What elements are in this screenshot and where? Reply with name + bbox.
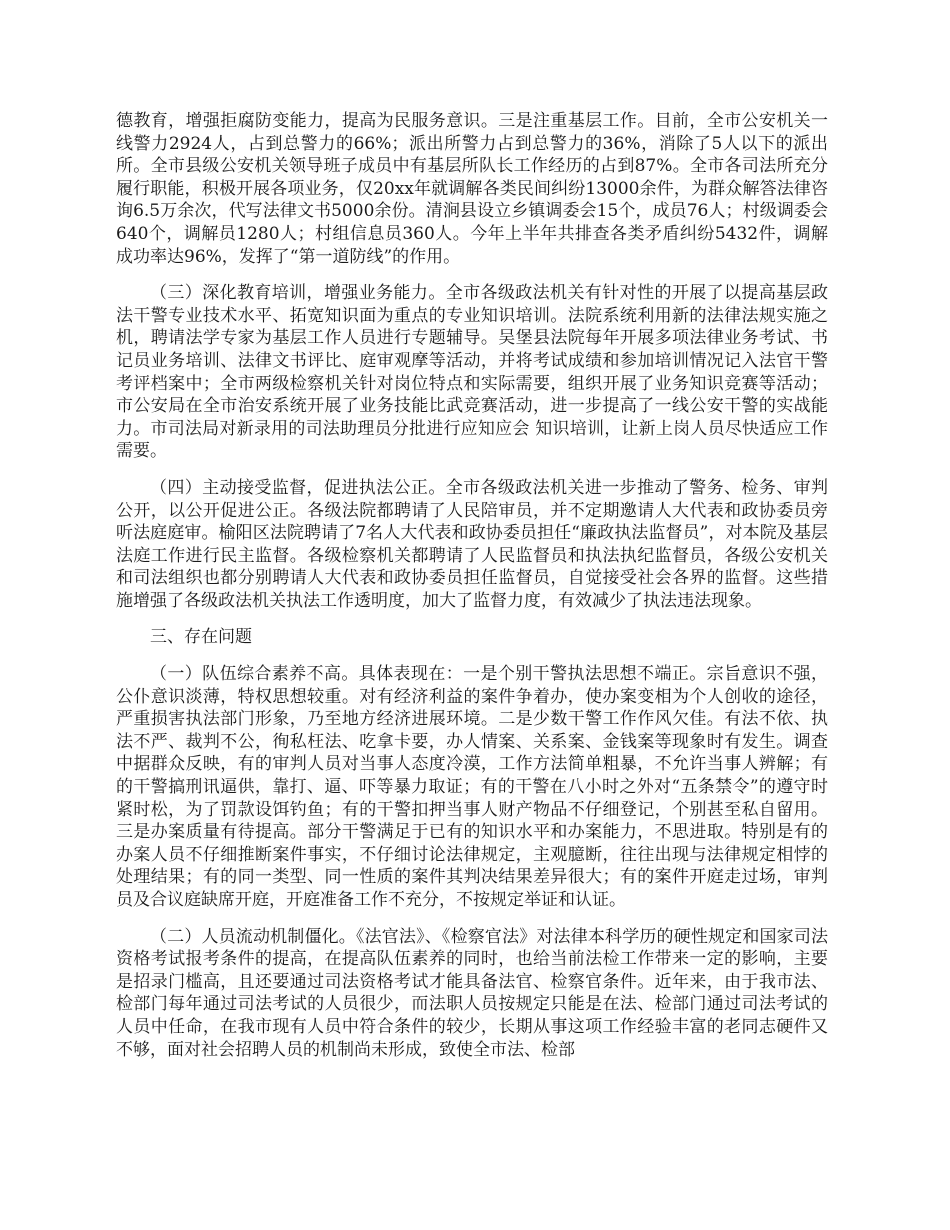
document-page — [116, 110, 828, 1075]
paragraph-personnel-mobility: （二）人员流动机制僵化。《法官法》、《检察官法》对法律本科学历的硬性规定和国家司法资格考试报考条件的提高，在提高队伍素养的同时，也给当前法检工作带来一定的影响，主要是招录门槛高，且还要通过司法资格考试才能具备法官、检察官条件。近年来，由于我市法、检部门每年通过司法考试的人员很少，而法职人员按规定只能是在法、检部门通过司法考试的人员中任命，在我市现有人员中符合条件的较少，长期从事这项工作经验丰富的老同志硬件又不够，面对社会招聘人员的机制尚未形成，致使全市法、检部 — [116, 926, 828, 1060]
paragraph-education-training: （三）深化教育培训，增强业务能力。全市各级政法机关有针对性的开展了以提高基层政法干警专业技术水平、拓宽知识面为重点的专业知识培训。法院系统利用新的法律法规实施之机，聘请法学专家为基层工作人员进行专题辅导。吴堡县法院每年开展多项法律业务考试、书记员业务培训、法律文书评比、庭审观摩等活动，并将考试成绩和参加培训情况记入法官干警考评档案中；全市两级检察机关针对岗位特点和实际需要，组织开展了业务知识竞赛等活动；市公安局在全市治安系统开展了业务技能比武竞赛活动，进一步提高了一线公安干警的实战能力。市司法局对新录用的司法助理员分批进行应知应会 知识培训，让新上岗人员尽快适应工作需要。 — [116, 283, 828, 462]
section-heading-problems: 三、存在问题 — [150, 627, 252, 648]
paragraph-team-quality: （一）队伍综合素养不高。具体表现在：一是个别干警执法思想不端正。宗旨意识不强，公仆意识淡薄，特权思想较重。对有经济利益的案件争着办，使办案变相为个人创收的途径，严重损害执法部门形象，乃至地方经济进展环境。二是少数干警工作作风欠佳。有法不依、执法不严、裁判不公，徇私枉法、吃拿卡要，办人情案、关系案、金钱案等现象时有发生。调查中据群众反映，有的审判人员对当事人态度冷漠，工作方法简单粗暴，不允许当事人辨解；有的干警搞刑讯逼供，靠打、逼、吓等暴力取证；有的干警在八小时之外对“五条禁令”的遵守时紧时松，为了罚款设饵钓鱼；有的干警扣押当事人财产物品不仔细登记，个别甚至私自留用。三是办案质量有待提高。部分干警满足于已有的知识水平和办案能力，不思进取。特别是有的办案人员不仔细推断案件事实，不仔细讨论法律规定，主观臆断，往往出现与法律规定相悖的处理结果；有的同一类型、同一性质的案件其判决结果差异很大；有的案件开庭走过场，审判员及合议庭缺席开庭，开庭准备工作不充分，不按规定举证和认证。 — [116, 664, 828, 910]
paragraph-accept-supervision: （四）主动接受监督，促进执法公正。全市各级政法机关进一步推动了警务、检务、审判公开，以公开促进公正。各级法院都聘请了人民陪审员，并不定期邀请人大代表和政协委员旁听法庭庭审。榆阳区法院聘请了7名人大代表和政协委员担任“廉政执法监督员”，对本院及基层法庭工作进行民主监督。各级检察机关都聘请了人民监督员和执法执纪监督员，各级公安机关和司法组织也都分别聘请人大代表和政协委员担任监督员，自觉接受社会各界的监督。这些措施增强了各级政法机关执法工作透明度，加大了监督力度，有效减少了执法违法现象。 — [116, 477, 828, 611]
paragraph-grassroots-work: 德教育，增强拒腐防变能力，提高为民服务意识。三是注重基层工作。目前，全市公安机关一线警力2924人，占到总警力的66%；派出所警力占到总警力的36%，消除了5人以下的派出所。全市县级公安机关领导班子成员中有基层所队长工作经历的占到87%。全市各司法所充分履行职能，积极开展各项业务，仅20xx年就调解各类民间纠纷13000余件，为群众解答法律咨询6.5万余次，代写法律文书5000余份。清涧县设立乡镇调委会15个，成员76人；村级调委会640个，调解员1280人；村组信息员360人。今年上半年共排查各类矛盾纠纷5432件，调解成功率达96%，发挥了“第一道防线”的作用。 — [116, 111, 828, 267]
